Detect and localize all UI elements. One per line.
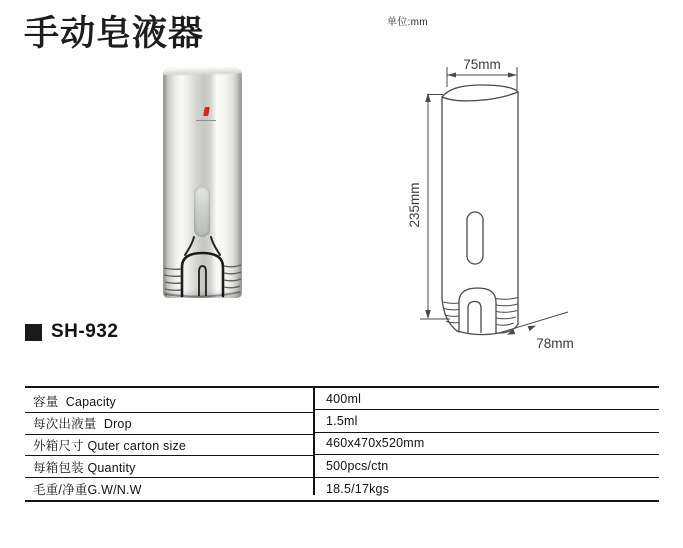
technical-drawing <box>400 40 600 360</box>
spec-value: 18.5/17kgs <box>326 481 390 496</box>
table-bottom-border <box>25 500 659 502</box>
right-ridges <box>224 265 241 288</box>
spec-value: 500pcs/ctn <box>315 455 659 477</box>
spec-label-column <box>25 391 313 500</box>
spec-value-column <box>315 388 659 500</box>
push-arch <box>459 288 496 333</box>
spec-label: 每次出液量 Drop <box>25 413 313 435</box>
unit-note: 单位:mm <box>387 17 428 28</box>
model-bullet-square <box>25 324 42 341</box>
spec-value: 1.5ml <box>315 410 659 432</box>
bottom-shadow <box>165 292 240 297</box>
dimension-width-label: 75mm <box>463 57 501 72</box>
dimension-depth-label: 78mm <box>536 336 574 351</box>
dispenser-outline <box>442 85 518 335</box>
product-photo <box>163 67 242 298</box>
spec-label: 容量 Capacity <box>25 391 313 413</box>
spec-label: 外箱尺寸 Quter carton size <box>25 435 313 457</box>
spec-value: 400ml <box>315 388 659 410</box>
model-row <box>25 321 118 343</box>
spec-label: 每箱包装 Quantity <box>25 456 313 478</box>
chrome-body <box>163 67 242 298</box>
left-ridges <box>164 268 181 290</box>
spec-label: 毛重/净重G.W/N.W <box>33 483 142 498</box>
level-window-outline <box>467 212 483 264</box>
page-title: 手动皂液器 <box>24 14 205 53</box>
model-number: SH-932 <box>51 321 119 342</box>
dimension-height-label: 235mm <box>407 182 422 228</box>
dispenser-bottom-detail <box>163 67 242 298</box>
dimension-height <box>407 93 450 319</box>
spout-lever <box>199 266 206 296</box>
spec-value: 460x470x520mm <box>315 433 659 455</box>
push-arch-outline <box>182 253 223 296</box>
spec-table <box>25 386 659 502</box>
